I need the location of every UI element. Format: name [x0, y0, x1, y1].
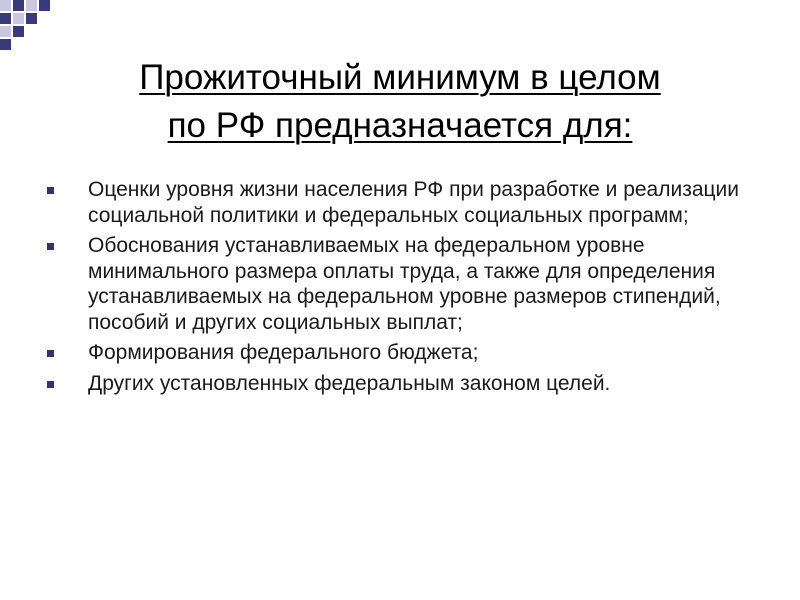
bullet-item: [44, 233, 764, 335]
slide-title: [40, 54, 760, 150]
bullet-list: [44, 177, 764, 401]
square-bullet-icon: [47, 381, 54, 388]
bullet-text: Оценки уровня жизни населения РФ при разработке и реализации социальной политики и федеральных социальных программ;: [88, 178, 740, 227]
bullet-item: [44, 371, 764, 397]
bullet-item: [44, 340, 764, 366]
square-bullet-icon: [47, 243, 54, 250]
square-bullet-icon: [47, 187, 54, 194]
bullet-text: Обоснования устанавливаемых на федеральном уровне минимального размера оплаты труда, а также для определения устанавливаемых на федеральном уровне размеров стипендий, пособий и других социальных выплат;: [88, 234, 721, 334]
corner-squares-decoration: [0, 0, 60, 50]
slide-title-line-2: по РФ предназначается для:: [167, 106, 633, 145]
slide-title-line-1: Прожиточный минимум в целом: [139, 58, 661, 97]
bullet-item: [44, 177, 764, 228]
square-bullet-icon: [47, 350, 54, 357]
bullet-text: Других установленных федеральным законом целей.: [88, 371, 611, 395]
bullet-text: Формирования федерального бюджета;: [88, 341, 479, 364]
